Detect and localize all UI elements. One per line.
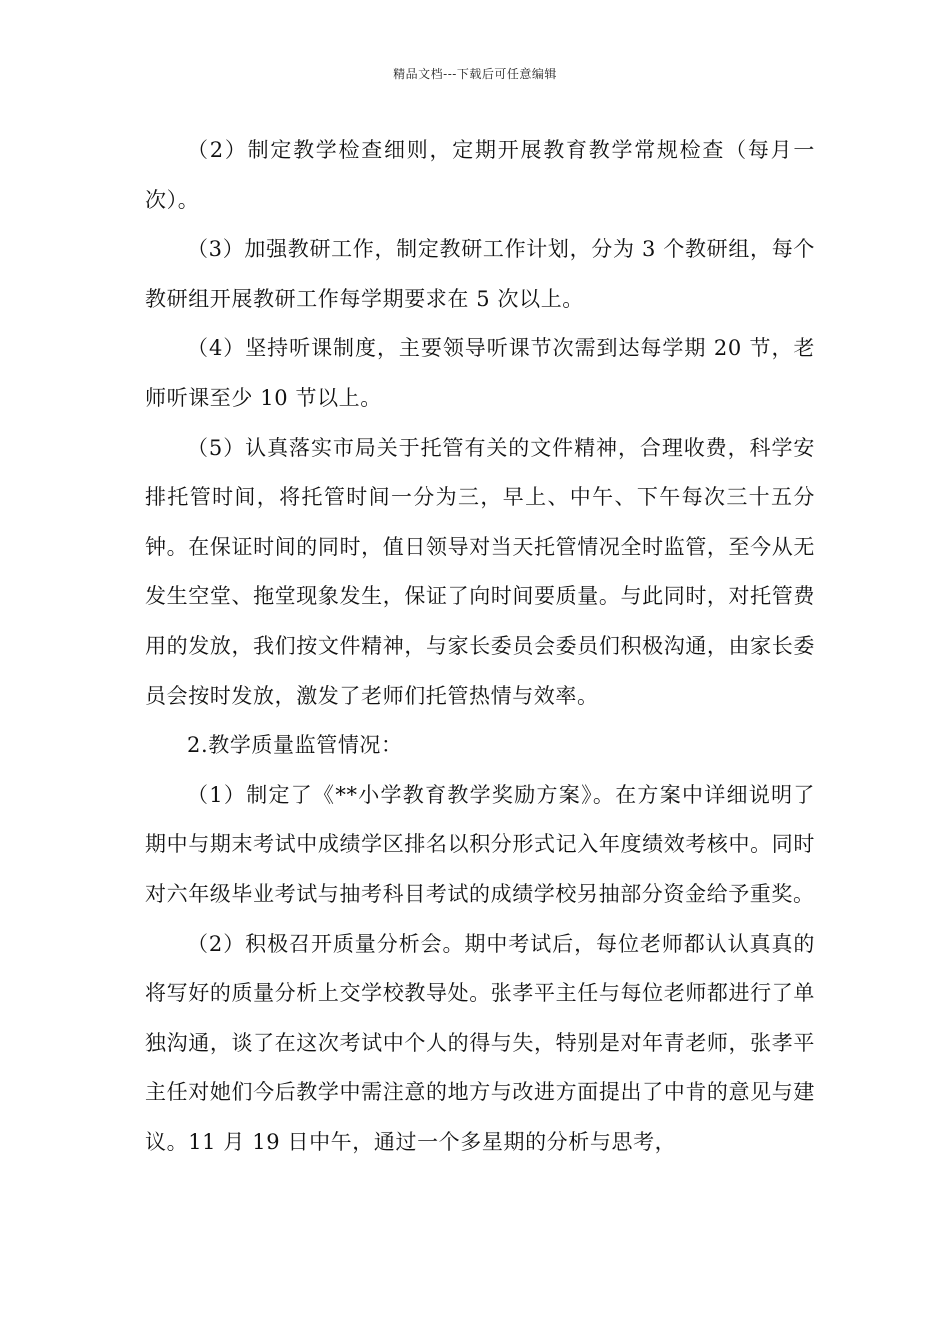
document-body [145,126,815,1167]
paragraph-reward-scheme: （1）制定了《**小学教育教学奖励方案》。在方案中详细说明了期中与期末考试中成绩学区排名以积分形式记入年度绩效考核中。同时对六年级毕业考试与抽考科目考试的成绩学校另抽部分资金给予重奖。 [145,782,815,906]
paragraph-lesson-observation: （4）坚持听课制度，主要领导听课节次需到达每学期 20 节，老师听课至少 10 节以上。 [145,336,815,410]
paragraph-quality-analysis-meeting: （2）积极召开质量分析会。期中考试后，每位老师都认认真真的将写好的质量分析上交学校教导处。张孝平主任与每位老师都进行了单独沟通，谈了在这次考试中个人的得与失，特别是对年青老师，张孝平主任对她们今后教学中需注意的地方与改进方面提出了中肯的意见与建议。11 月 19 日中午，通过一个多星期的分析与思考， [145,931,815,1154]
paragraph-teaching-inspection: （2）制定教学检查细则，定期开展教育教学常规检查（每月一次）。 [145,138,815,212]
page-header: 精品文档---下载后可任意编辑 [393,67,557,81]
paragraph-teaching-research: （3）加强教研工作，制定教研工作计划，分为 3 个教研组，每个教研组开展教研工作每学期要求在 5 次以上。 [145,237,815,311]
section-heading-quality-supervision: 2.教学质量监管情况： [187,733,403,758]
paragraph-childcare-management: （5）认真落实市局关于托管有关的文件精神，合理收费，科学安排托管时间，将托管时间一分为三，早上、中午、下午每次三十五分钟。在保证时间的同时，值日领导对当天托管情况全时监管，至今从无发生空堂、拖堂现象发生，保证了向时间要质量。与此同时，对托管费用的发放，我们按文件精神，与家长委员会委员们积极沟通，由家长委员会按时发放，激发了老师们托管热情与效率。 [145,435,815,708]
